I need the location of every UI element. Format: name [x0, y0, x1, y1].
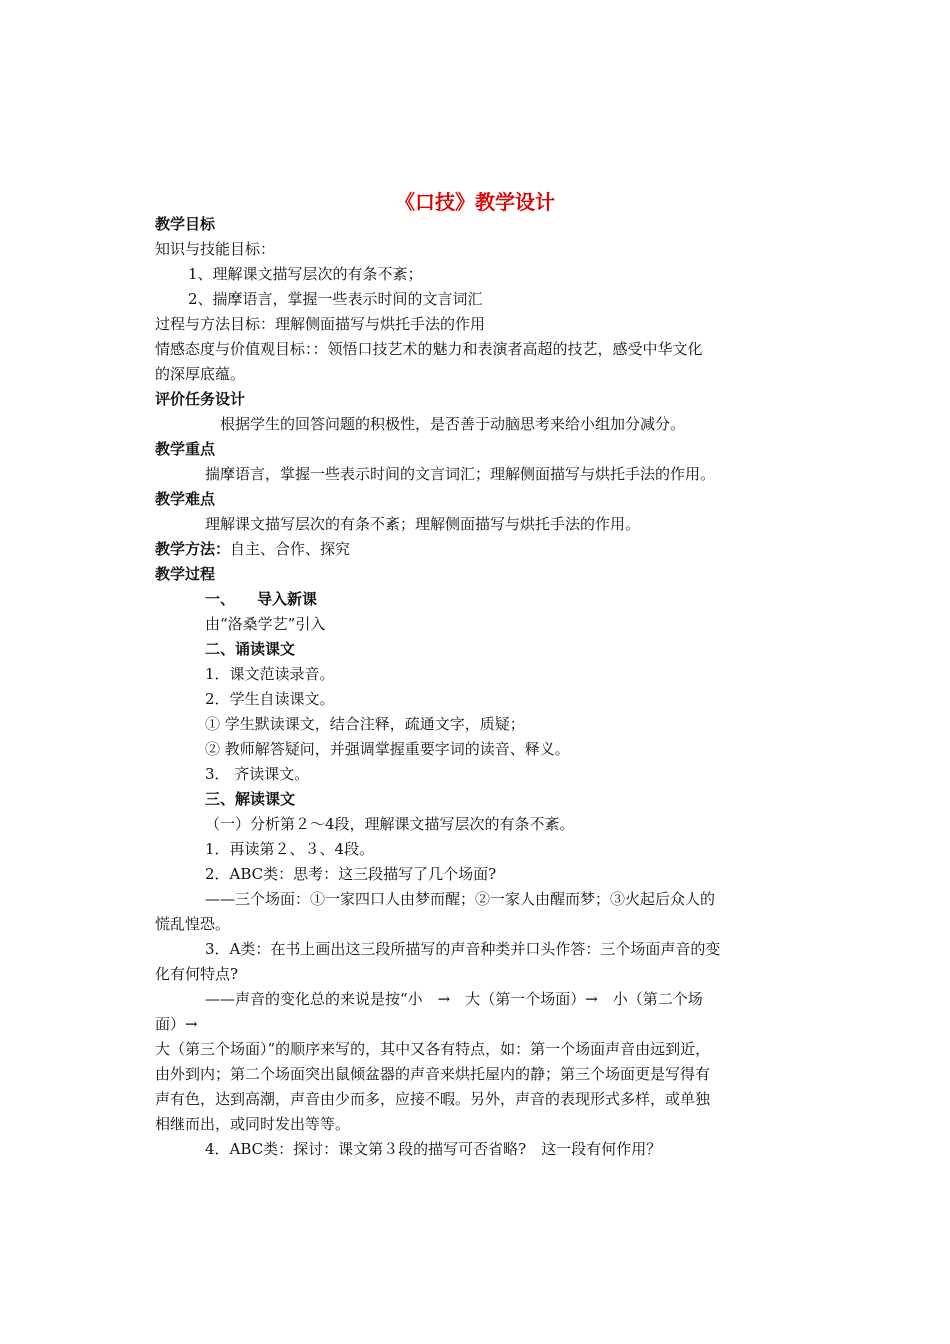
step3-subheading-1: （一）分析第２～4段，理解课文描写层次的有条不紊。: [205, 815, 575, 833]
step1-number: 一、: [205, 590, 236, 608]
step2-item-2a: ① 学生默读课文，结合注释，疏通文字，质疑；: [205, 715, 525, 733]
key-text: 揣摩语言，掌握一些表示时间的文言词汇；理解侧面描写与烘托手法的作用。: [205, 465, 716, 483]
heading-process: 教学过程: [155, 565, 216, 583]
step2-item-2: 2．学生自读课文。: [205, 690, 335, 708]
heading-goals: 教学目标: [155, 215, 216, 233]
step2-heading: 二、诵读课文: [205, 640, 296, 658]
difficult-text: 理解课文描写层次的有条不紊；理解侧面描写与烘托手法的作用。: [205, 515, 641, 533]
emotion-goal-line-2: 的深厚底蕴。: [155, 365, 246, 383]
step2-item-1: 1．课文范读录音。: [205, 665, 335, 683]
goal-item-1: 1、理解课文描写层次的有条不紊；: [188, 265, 423, 283]
step2-item-2b: ② 教师解答疑问，并强调掌握重要字词的读音、释义。: [205, 740, 570, 758]
goal-item-2: 2、揣摩语言，掌握一些表示时间的文言词汇: [188, 290, 483, 308]
knowledge-goal-label: 知识与技能目标：: [155, 240, 276, 258]
step2-item-3: 3． 齐读课文。: [205, 765, 310, 783]
method-value: 自主、合作、探究: [230, 540, 351, 558]
heading-difficult: 教学难点: [155, 490, 216, 508]
step3-item-3-line-2: 化有何特点?: [155, 965, 239, 983]
document-title: 《口技》教学设计: [395, 190, 555, 214]
method-label: 教学方法：: [155, 540, 231, 558]
step3-item-3-answer-3: 大（第三个场面）”的顺序来写的，其中又各有特点，如：第一个场面声音由远到近，: [155, 1040, 711, 1058]
heading-eval: 评价任务设计: [155, 390, 246, 408]
step3-heading: 三、解读课文: [205, 790, 296, 808]
step1-text: 由“洛桑学艺”引入: [205, 615, 326, 633]
heading-key: 教学重点: [155, 440, 216, 458]
eval-text: 根据学生的回答问题的积极性，是否善于动脑思考来给小组加分减分。: [220, 415, 686, 433]
step3-item-4: 4．ABC类：探讨：课文第３段的描写可否省略? 这一段有何作用？: [205, 1140, 662, 1158]
step1-heading: [205, 588, 317, 610]
step3-item-3-answer-5: 声有色，达到高潮，声音由少而多，应接不暇。另外，声音的表现形式多样，或单独: [155, 1090, 711, 1108]
step3-item-3-answer-4: 由外到内；第二个场面突出鼠倾盆器的声音来烘托屋内的静；第三个场面更是写得有: [155, 1065, 711, 1083]
step1-title: 导入新课: [257, 590, 318, 608]
step3-item-3-answer-6: 相继而出，或同时发出等等。: [155, 1115, 351, 1133]
step3-item-3-answer-2: 面）→: [155, 1015, 198, 1033]
emotion-goal-line-1: 情感态度与价值观目标：：领悟口技艺术的魅力和表演者高超的技艺，感受中华文化: [155, 340, 703, 358]
step3-item-3-answer-1: ——声音的变化总的来说是按“小 → 大（第一个场面）→ 小（第二个场: [205, 990, 703, 1008]
step3-item-3-line-1: 3．A类：在书上画出这三段所描写的声音种类并口头作答：三个场面声音的变: [205, 940, 721, 958]
step3-item-1: 1．再读第２、３、4段。: [205, 840, 375, 858]
method-line: [155, 538, 350, 560]
step3-item-2-answer-2: 慌乱惶恐。: [155, 915, 231, 933]
process-goal: 过程与方法目标：理解侧面描写与烘托手法的作用: [155, 315, 486, 333]
step3-item-2: 2．ABC类：思考：这三段描写了几个场面?: [205, 865, 497, 883]
step3-item-2-answer-1: ——三个场面：①一家四口人由梦而醒；②一家人由醒而梦；③火起后众人的: [205, 890, 716, 908]
